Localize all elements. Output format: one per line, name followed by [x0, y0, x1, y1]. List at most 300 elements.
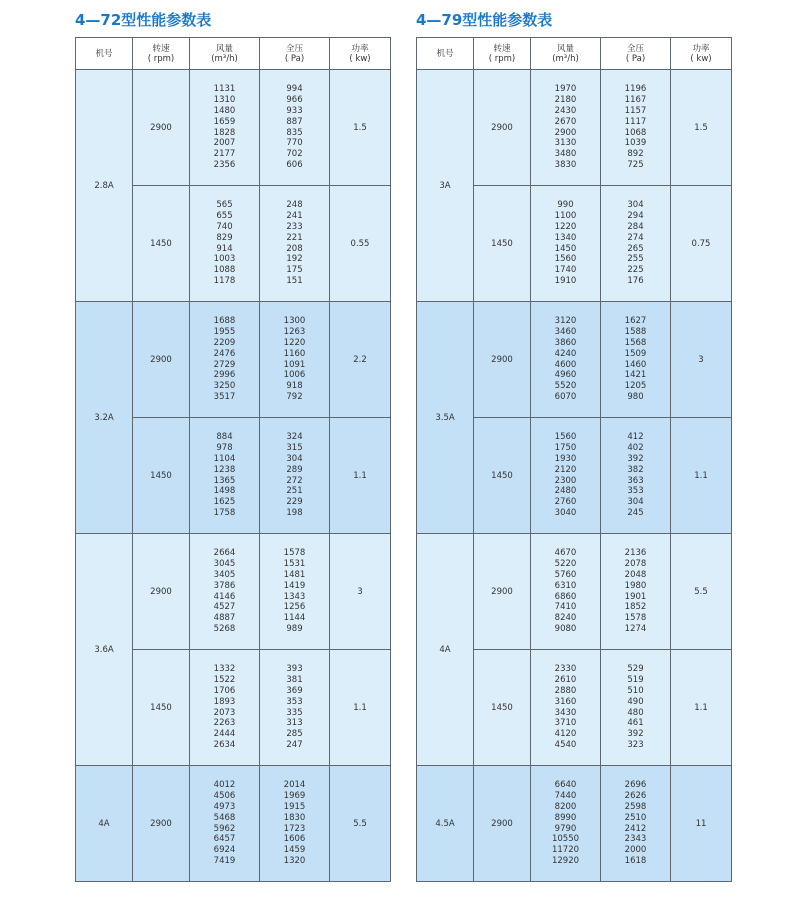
airflow-cell-value: 1750: [554, 443, 577, 454]
airflow-cell-value: 1450: [554, 243, 577, 254]
pressure-cell-value: 274: [627, 232, 644, 243]
airflow-cell-value: 3480: [554, 149, 577, 160]
airflow-cell-value: 8240: [554, 613, 577, 624]
pressure-cell-value: 1320: [283, 855, 306, 866]
table-body: [417, 70, 732, 882]
pressure-cell-value: 2696: [624, 780, 647, 791]
airflow-cell-value: 1178: [213, 275, 236, 286]
model-cell: 3.6A: [76, 534, 133, 766]
airflow-cell-value: 565: [216, 200, 233, 211]
pressure-cell: [601, 650, 671, 766]
airflow-cell-value: 1332: [213, 664, 236, 675]
airflow-cell-value: 2996: [213, 370, 236, 381]
airflow-cell-value: 5268: [213, 623, 236, 634]
power-cell: 1.1: [330, 418, 391, 534]
pressure-cell-value: 353: [286, 696, 303, 707]
header-airflow: 风量 (m³/h): [531, 38, 601, 70]
pressure-cell-value: 324: [286, 432, 303, 443]
pressure-cell-value: 1578: [283, 548, 306, 559]
airflow-cell: [190, 186, 260, 302]
airflow-cell-value: 1131: [213, 84, 236, 95]
pressure-cell-value: 2048: [624, 569, 647, 580]
airflow-cell: [531, 186, 601, 302]
airflow-cell-value: 1340: [554, 232, 577, 243]
header-row: [417, 38, 732, 70]
airflow-cell: [531, 766, 601, 882]
pressure-cell-value: 480: [627, 707, 644, 718]
pressure-cell-value: 363: [627, 475, 644, 486]
airflow-cell-value: 2263: [213, 718, 236, 729]
pressure-cell: [601, 766, 671, 882]
airflow-cell-value: 4146: [213, 591, 236, 602]
airflow-cell-value: 1088: [213, 265, 236, 276]
airflow-cell: [190, 534, 260, 650]
power-cell: 5.5: [330, 766, 391, 882]
table-row: [417, 302, 732, 418]
pressure-cell: [260, 70, 330, 186]
airflow-cell-value: 6860: [554, 591, 577, 602]
airflow-cell-value: 3786: [213, 580, 236, 591]
pressure-cell-value: 966: [286, 95, 303, 106]
header-speed: 转速 ( rpm): [133, 38, 190, 70]
airflow-cell-value: 4527: [213, 602, 236, 613]
airflow-cell-value: 3040: [554, 507, 577, 518]
pressure-cell-value: 2343: [624, 834, 647, 845]
airflow-cell: [531, 418, 601, 534]
pressure-cell-value: 265: [627, 243, 644, 254]
airflow-cell: [531, 302, 601, 418]
pressure-cell-value: 1196: [624, 84, 647, 95]
airflow-cell-value: 1740: [554, 265, 577, 276]
pressure-cell-value: 1144: [283, 613, 306, 624]
airflow-cell-value: 2444: [213, 729, 236, 740]
header-pressure: 全压 ( Pa): [601, 38, 671, 70]
model-cell: 3.2A: [76, 302, 133, 534]
airflow-cell-value: 1970: [554, 84, 577, 95]
airflow-cell-value: 1560: [554, 254, 577, 265]
pressure-cell-value: 529: [627, 664, 644, 675]
airflow-cell-value: 3120: [554, 316, 577, 327]
airflow-cell-value: 6640: [554, 780, 577, 791]
airflow-cell-value: 1522: [213, 675, 236, 686]
airflow-cell-value: 2330: [554, 664, 577, 675]
pressure-cell-value: 1460: [624, 359, 647, 370]
header-speed: 转速 ( rpm): [474, 38, 531, 70]
pressure-cell-value: 304: [627, 497, 644, 508]
pressure-cell-value: 1068: [624, 127, 647, 138]
pressure-cell-value: 519: [627, 675, 644, 686]
airflow-cell: [190, 766, 260, 882]
power-cell: 3: [671, 302, 732, 418]
airflow-cell-value: 4540: [554, 739, 577, 750]
pressure-cell-value: 323: [627, 739, 644, 750]
airflow-cell-value: 8990: [554, 812, 577, 823]
speed-cell: 1450: [133, 418, 190, 534]
airflow-cell-value: 3517: [213, 391, 236, 402]
airflow-cell-value: 1828: [213, 127, 236, 138]
airflow-cell-value: 3460: [554, 327, 577, 338]
airflow-cell-value: 1560: [554, 432, 577, 443]
pressure-cell-value: 2510: [624, 812, 647, 823]
airflow-cell-value: 3830: [554, 159, 577, 170]
airflow-cell: [190, 418, 260, 534]
airflow-cell-value: 3710: [554, 718, 577, 729]
pressure-cell-value: 918: [286, 381, 303, 392]
airflow-cell-value: 1659: [213, 116, 236, 127]
pressure-cell-value: 313: [286, 718, 303, 729]
airflow-cell-value: 2610: [554, 675, 577, 686]
airflow-cell-value: 4012: [213, 780, 236, 791]
airflow-cell-value: 2729: [213, 359, 236, 370]
pressure-cell-value: 510: [627, 685, 644, 696]
pressure-cell-value: 1421: [624, 370, 647, 381]
airflow-cell-value: 1365: [213, 475, 236, 486]
pressure-cell-value: 221: [286, 232, 303, 243]
model-cell: 2.8A: [76, 70, 133, 302]
pressure-cell-value: 225: [627, 265, 644, 276]
pressure-cell-value: 994: [286, 84, 303, 95]
airflow-cell-value: 1758: [213, 507, 236, 518]
power-cell: 1.1: [671, 418, 732, 534]
pressure-cell-value: 770: [286, 138, 303, 149]
pressure-cell-value: 2412: [624, 823, 647, 834]
model-cell: 4A: [76, 766, 133, 882]
pressure-cell-value: 1117: [624, 116, 647, 127]
pressure-cell-value: 1980: [624, 580, 647, 591]
header-power: 功率 ( kw): [330, 38, 391, 70]
pressure-cell: [260, 650, 330, 766]
speed-cell: 1450: [474, 650, 531, 766]
pressure-cell-value: 294: [627, 211, 644, 222]
pressure-cell-value: 792: [286, 391, 303, 402]
airflow-cell-value: 3045: [213, 559, 236, 570]
airflow-cell-value: 1104: [213, 453, 236, 464]
airflow-cell-value: 1893: [213, 696, 236, 707]
table-row: [76, 766, 391, 882]
pressure-cell-value: 1039: [624, 138, 647, 149]
pressure-cell-value: 393: [286, 664, 303, 675]
pressure-cell-value: 176: [627, 275, 644, 286]
pressure-cell-value: 1300: [283, 316, 306, 327]
pressure-cell-value: 251: [286, 486, 303, 497]
airflow-cell-value: 1220: [554, 221, 577, 232]
model-cell: 3A: [417, 70, 474, 302]
airflow-cell-value: 3860: [554, 337, 577, 348]
model-cell: 4A: [417, 534, 474, 766]
pressure-cell-value: 1481: [283, 569, 306, 580]
power-cell: 0.75: [671, 186, 732, 302]
pressure-cell-value: 2598: [624, 801, 647, 812]
table-row: [417, 766, 732, 882]
pressure-cell-value: 285: [286, 729, 303, 740]
airflow-cell-value: 1003: [213, 254, 236, 265]
airflow-cell-value: 2209: [213, 337, 236, 348]
pressure-cell: [260, 186, 330, 302]
airflow-cell-value: 7440: [554, 791, 577, 802]
airflow-cell-value: 2300: [554, 475, 577, 486]
airflow-cell-value: 5760: [554, 569, 577, 580]
airflow-cell-value: 9080: [554, 623, 577, 634]
speed-cell: 2900: [474, 766, 531, 882]
airflow-cell-value: 6924: [213, 845, 236, 856]
pressure-cell-value: 1205: [624, 381, 647, 392]
airflow-cell-value: 2880: [554, 685, 577, 696]
pressure-cell-value: 1509: [624, 348, 647, 359]
speed-cell: 2900: [474, 302, 531, 418]
pressure-cell-value: 2136: [624, 548, 647, 559]
airflow-cell-value: 1100: [554, 211, 577, 222]
airflow-cell-value: 6070: [554, 391, 577, 402]
pressure-cell-value: 1830: [283, 812, 306, 823]
airflow-cell-value: 978: [216, 443, 233, 454]
speed-cell: 2900: [133, 766, 190, 882]
airflow-cell: [531, 534, 601, 650]
airflow-cell-value: 3160: [554, 696, 577, 707]
airflow-cell-value: 4670: [554, 548, 577, 559]
pressure-cell-value: 315: [286, 443, 303, 454]
pressure-cell-value: 1915: [283, 801, 306, 812]
header-model: 机号: [417, 38, 474, 70]
airflow-cell-value: 4120: [554, 729, 577, 740]
airflow-cell: [190, 302, 260, 418]
pressure-cell-value: 1167: [624, 95, 647, 106]
header-airflow: 风量 (m³/h): [190, 38, 260, 70]
pressure-cell-value: 198: [286, 507, 303, 518]
airflow-cell-value: 1955: [213, 327, 236, 338]
airflow-cell-value: 914: [216, 243, 233, 254]
pressure-cell-value: 382: [627, 464, 644, 475]
airflow-cell-value: 655: [216, 211, 233, 222]
pressure-cell: [601, 186, 671, 302]
table-title: 4—79型性能参数表: [416, 11, 553, 29]
pressure-cell-value: 1618: [624, 855, 647, 866]
pressure-cell-value: 353: [627, 486, 644, 497]
header-pressure: 全压 ( Pa): [260, 38, 330, 70]
airflow-cell-value: 7419: [213, 855, 236, 866]
pressure-cell-value: 1274: [624, 623, 647, 634]
speed-cell: 2900: [133, 534, 190, 650]
airflow-cell-value: 7410: [554, 602, 577, 613]
pressure-cell-value: 1343: [283, 591, 306, 602]
pressure-cell-value: 412: [627, 432, 644, 443]
pressure-cell-value: 1263: [283, 327, 306, 338]
pressure-cell-value: 247: [286, 739, 303, 750]
pressure-cell-value: 989: [286, 623, 303, 634]
pressure-cell-value: 1160: [283, 348, 306, 359]
airflow-cell-value: 2430: [554, 105, 577, 116]
power-cell: 0.55: [330, 186, 391, 302]
airflow-cell-value: 2073: [213, 707, 236, 718]
airflow-cell-value: 1310: [213, 95, 236, 106]
pressure-cell-value: 1588: [624, 327, 647, 338]
airflow-cell-value: 1910: [554, 275, 577, 286]
speed-cell: 2900: [474, 534, 531, 650]
speed-cell: 2900: [133, 302, 190, 418]
header-row: [76, 38, 391, 70]
speed-cell: 2900: [133, 70, 190, 186]
airflow-cell-value: 740: [216, 221, 233, 232]
airflow-cell-value: 884: [216, 432, 233, 443]
airflow-cell: [190, 650, 260, 766]
pressure-cell-value: 369: [286, 685, 303, 696]
pressure-cell-value: 1852: [624, 602, 647, 613]
table-row: [76, 302, 391, 418]
pressure-cell-value: 892: [627, 149, 644, 160]
pressure-cell-value: 248: [286, 200, 303, 211]
airflow-cell-value: 1930: [554, 453, 577, 464]
speed-cell: 1450: [133, 186, 190, 302]
pressure-cell-value: 402: [627, 443, 644, 454]
airflow-cell-value: 11720: [551, 845, 580, 856]
pressure-cell-value: 175: [286, 265, 303, 276]
airflow-cell-value: 2900: [554, 127, 577, 138]
pressure-cell-value: 2014: [283, 780, 306, 791]
speed-cell: 1450: [133, 650, 190, 766]
airflow-cell-value: 3130: [554, 138, 577, 149]
power-cell: 1.1: [671, 650, 732, 766]
airflow-cell-value: 4887: [213, 613, 236, 624]
airflow-cell: [190, 70, 260, 186]
airflow-cell-value: 2634: [213, 739, 236, 750]
pressure-cell-value: 1723: [283, 823, 306, 834]
airflow-cell-value: 5962: [213, 823, 236, 834]
pressure-cell: [260, 418, 330, 534]
model-cell: 3.5A: [417, 302, 474, 534]
airflow-cell-value: 1498: [213, 486, 236, 497]
performance-table-4-79: [416, 37, 732, 882]
airflow-cell-value: 4600: [554, 359, 577, 370]
pressure-cell-value: 392: [627, 729, 644, 740]
pressure-cell-value: 1578: [624, 613, 647, 624]
pressure-cell-value: 245: [627, 507, 644, 518]
pressure-cell-value: 1568: [624, 337, 647, 348]
pressure-cell-value: 1220: [283, 337, 306, 348]
pressure-cell-value: 2000: [624, 845, 647, 856]
table-row: [417, 70, 732, 186]
airflow-cell-value: 990: [557, 200, 574, 211]
airflow-cell-value: 2480: [554, 486, 577, 497]
pressure-cell-value: 2626: [624, 791, 647, 802]
pressure-cell-value: 208: [286, 243, 303, 254]
airflow-cell-value: 3250: [213, 381, 236, 392]
airflow-cell-value: 1625: [213, 497, 236, 508]
power-cell: 2.2: [330, 302, 391, 418]
speed-cell: 1450: [474, 186, 531, 302]
pressure-cell-value: 255: [627, 254, 644, 265]
airflow-cell-value: 9790: [554, 823, 577, 834]
airflow-cell-value: 2670: [554, 116, 577, 127]
table-body: [76, 70, 391, 882]
pressure-cell: [601, 302, 671, 418]
pressure-cell-value: 490: [627, 696, 644, 707]
table-title: 4—72型性能参数表: [75, 11, 212, 29]
speed-cell: 1450: [474, 418, 531, 534]
header-power: 功率 ( kw): [671, 38, 732, 70]
airflow-cell-value: 1706: [213, 685, 236, 696]
airflow-cell-value: 2760: [554, 497, 577, 508]
airflow-cell-value: 10550: [551, 834, 580, 845]
pressure-cell: [601, 418, 671, 534]
pressure-cell-value: 606: [286, 159, 303, 170]
airflow-cell-value: 1238: [213, 464, 236, 475]
airflow-cell-value: 5468: [213, 812, 236, 823]
pressure-cell-value: 392: [627, 453, 644, 464]
pressure-cell-value: 887: [286, 116, 303, 127]
airflow-cell-value: 6457: [213, 834, 236, 845]
pressure-cell-value: 1256: [283, 602, 306, 613]
pressure-cell-value: 289: [286, 464, 303, 475]
pressure-cell-value: 304: [286, 453, 303, 464]
pressure-cell-value: 1006: [283, 370, 306, 381]
pressure-cell-value: 1901: [624, 591, 647, 602]
pressure-cell-value: 233: [286, 221, 303, 232]
pressure-cell-value: 304: [627, 200, 644, 211]
pressure-cell: [260, 534, 330, 650]
pressure-cell-value: 151: [286, 275, 303, 286]
airflow-cell-value: 5520: [554, 381, 577, 392]
pressure-cell-value: 725: [627, 159, 644, 170]
pressure-cell-value: 835: [286, 127, 303, 138]
airflow-cell-value: 12920: [551, 855, 580, 866]
power-cell: 1.1: [330, 650, 391, 766]
pressure-cell-value: 1606: [283, 834, 306, 845]
header-model: 机号: [76, 38, 133, 70]
table-row: [417, 534, 732, 650]
airflow-cell: [531, 650, 601, 766]
airflow-cell-value: 6310: [554, 580, 577, 591]
airflow-cell-value: 1480: [213, 105, 236, 116]
pressure-cell-value: 1419: [283, 580, 306, 591]
pressure-cell-value: 1969: [283, 791, 306, 802]
pressure-cell-value: 933: [286, 105, 303, 116]
airflow-cell-value: 3430: [554, 707, 577, 718]
airflow-cell-value: 1688: [213, 316, 236, 327]
airflow-cell: [531, 70, 601, 186]
airflow-cell-value: 4240: [554, 348, 577, 359]
airflow-cell-value: 2177: [213, 149, 236, 160]
table-row: [76, 70, 391, 186]
airflow-cell-value: 2120: [554, 464, 577, 475]
pressure-cell-value: 229: [286, 497, 303, 508]
airflow-cell-value: 2356: [213, 159, 236, 170]
airflow-cell-value: 829: [216, 232, 233, 243]
pressure-cell: [260, 302, 330, 418]
pressure-cell-value: 1091: [283, 359, 306, 370]
power-cell: 1.5: [671, 70, 732, 186]
airflow-cell-value: 4973: [213, 801, 236, 812]
airflow-cell-value: 2664: [213, 548, 236, 559]
pressure-cell-value: 2078: [624, 559, 647, 570]
table-row: [76, 534, 391, 650]
pressure-cell-value: 980: [627, 391, 644, 402]
pressure-cell-value: 241: [286, 211, 303, 222]
airflow-cell-value: 5220: [554, 559, 577, 570]
pressure-cell-value: 335: [286, 707, 303, 718]
pressure-cell-value: 1627: [624, 316, 647, 327]
model-cell: 4.5A: [417, 766, 474, 882]
airflow-cell-value: 4960: [554, 370, 577, 381]
airflow-cell-value: 2007: [213, 138, 236, 149]
pressure-cell-value: 272: [286, 475, 303, 486]
pressure-cell-value: 1459: [283, 845, 306, 856]
airflow-cell-value: 3405: [213, 569, 236, 580]
pressure-cell-value: 702: [286, 149, 303, 160]
performance-table-4-72: [75, 37, 391, 882]
power-cell: 11: [671, 766, 732, 882]
pressure-cell: [601, 534, 671, 650]
pressure-cell-value: 192: [286, 254, 303, 265]
airflow-cell-value: 8200: [554, 801, 577, 812]
